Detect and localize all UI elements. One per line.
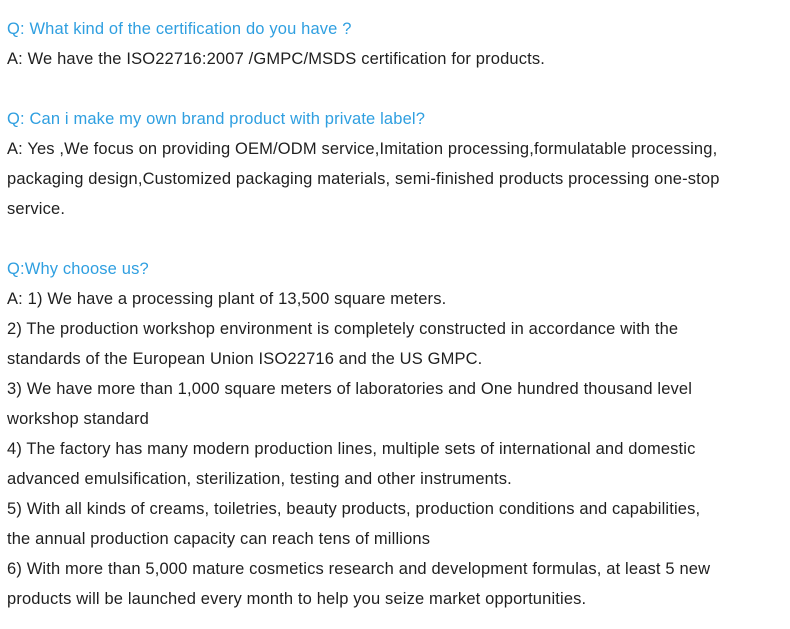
answer-line: A: We have the ISO22716:2007 /GMPC/MSDS certification for products.: [7, 50, 545, 68]
answer-line: 3) We have more than 1,000 square meters of laboratories and One hundred thousand level: [7, 380, 693, 398]
answer-line: products will be launched every month to help you seize market opportunities.: [7, 590, 587, 608]
faq-answer: [7, 134, 787, 224]
faq-question: Q: What kind of the certification do you have ?: [7, 20, 352, 38]
faq-answer: [7, 44, 787, 74]
answer-line: 6) With more than 5,000 mature cosmetics research and development formulas, at least 5 new: [7, 560, 711, 578]
faq-answer: [7, 284, 787, 614]
answer-line: A: Yes ,We focus on providing OEM/ODM service,Imitation processing,formulatable processing,: [7, 140, 718, 158]
answer-line: 5) With all kinds of creams, toiletries, beauty products, production conditions and capabilities,: [7, 500, 701, 518]
answer-line: 2) The production workshop environment is completely constructed in accordance with the: [7, 320, 679, 338]
answer-line: packaging design,Customized packaging materials, semi-finished products processing one-stop: [7, 170, 720, 188]
answer-line: standards of the European Union ISO22716 and the US GMPC.: [7, 350, 483, 368]
faq-item-private-label: [7, 104, 787, 224]
answer-line: the annual production capacity can reach tens of millions: [7, 530, 431, 548]
faq-question: Q: Can i make my own brand product with private label?: [7, 110, 426, 128]
answer-line: A: 1) We have a processing plant of 13,500 square meters.: [7, 290, 447, 308]
answer-line: advanced emulsification, sterilization, testing and other instruments.: [7, 470, 512, 488]
faq-section: [7, 14, 787, 614]
faq-item-why-choose-us: [7, 254, 787, 614]
answer-line: workshop standard: [7, 410, 149, 428]
faq-item-certification: [7, 14, 787, 74]
answer-line: 4) The factory has many modern production lines, multiple sets of international and domestic: [7, 440, 696, 458]
answer-line: service.: [7, 200, 66, 218]
faq-question: Q:Why choose us?: [7, 260, 149, 278]
